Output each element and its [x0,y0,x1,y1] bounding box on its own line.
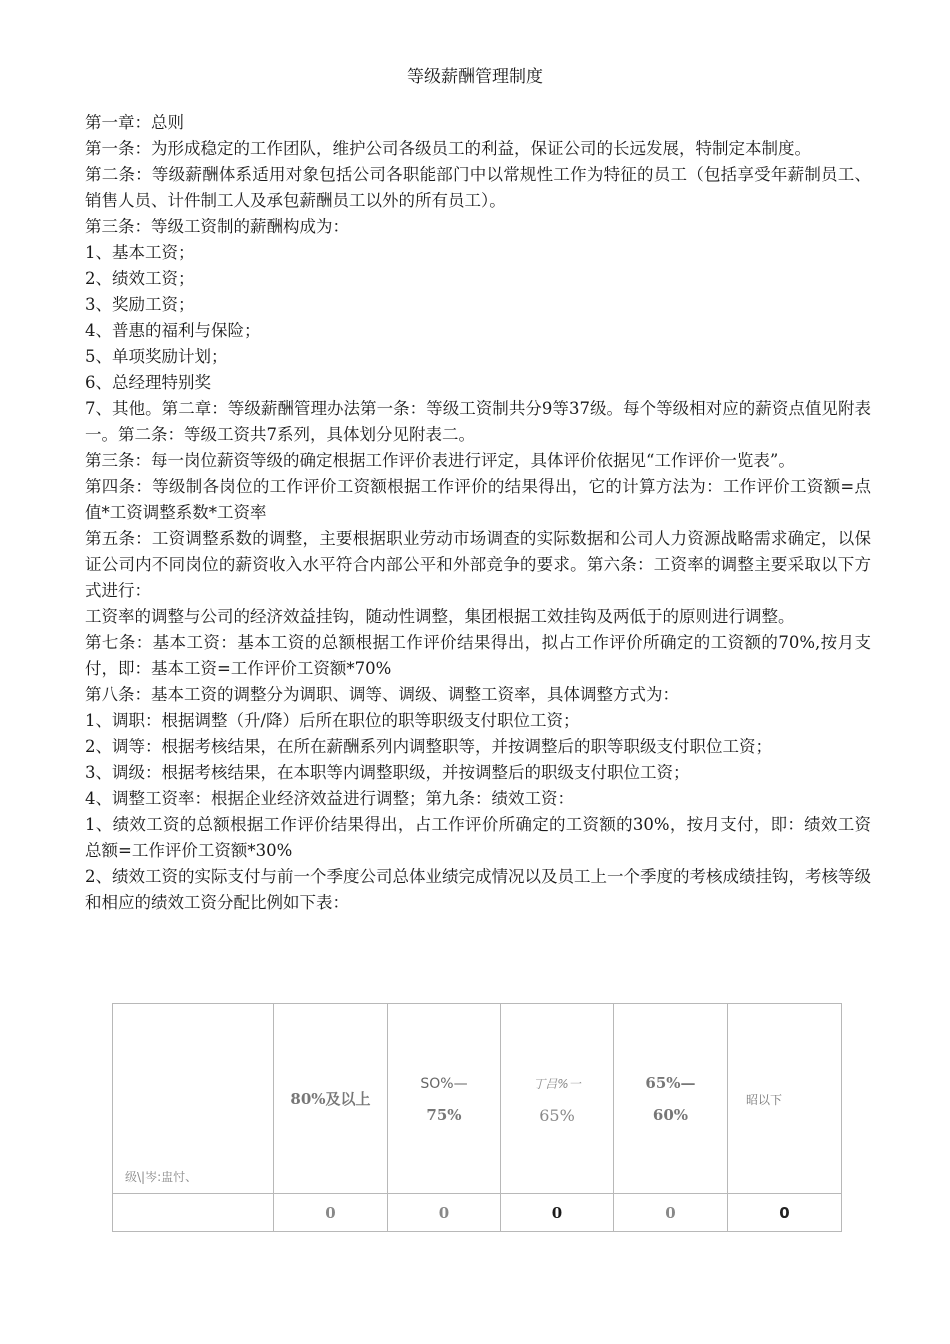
header-text: 昭以下 [746,1093,783,1107]
paragraph: 第一条：为形成稳定的工作团队，维护公司各级员工的利益，保证公司的长远发展，特制定本制度。 [85,139,811,158]
table-cell [501,1194,614,1232]
table-header-cell [501,1004,614,1194]
paragraph: 第四条：等级制各岗位的工作评价工资额根据工作评价的结果得出，它的计算方法为：工作评价工资额=点值*工资调整系数*工资率 [85,477,871,522]
cell-value: 0 [551,1204,563,1222]
paragraph: 3、调级：根据考核结果，在本职等内调整职级，并按调整后的职级支付职位工资； [85,763,690,782]
document-title: 等级薪酬管理制度 [407,67,543,87]
header-text: SO%— [420,1076,468,1092]
table-cell [728,1194,842,1232]
paragraph: 第三条：等级工资制的薪酬构成为： [85,217,349,236]
paragraph: 4、调整工资率：根据企业经济效益进行调整；第九条：绩效工资： [85,789,574,808]
document-body [85,110,871,916]
paragraph: 工资率的调整与公司的经济效益挂钩，随动性调整，集团根据工效挂钩及两低于的原则进行调整。 [85,607,795,626]
table-cell [113,1194,274,1232]
table-row [113,1194,842,1232]
paragraph: 6、总经理特别奖 [85,373,211,392]
cell-value: 0 [665,1204,676,1222]
paragraph: 第一章：总则 [85,113,184,132]
paragraph: 7、其他。第二章：等级薪酬管理办法第一条：等级工资制共分9等37级。每个等级相对应的薪资点值见附表一。第二条：等级工资共7系列，具体划分见附表二。 [85,399,871,444]
table-corner-cell [113,1004,274,1194]
header-text-line2: 60% [652,1106,689,1124]
table-header-row [113,1004,842,1194]
corner-label: 级\|岑:盅忖、 [125,1170,198,1184]
paragraph: 1、基本工资； [85,243,195,262]
table-header-cell [388,1004,501,1194]
header-text: 65%— [645,1074,696,1092]
paragraph: 第二条：等级薪酬体系适用对象包括公司各职能部门中以常规性工作为特征的员工（包括享受年薪制员工、销售人员、计件制工人及承包薪酬员工以外的所有员工）。 [85,165,871,210]
table-header-cell [274,1004,388,1194]
table-cell [388,1194,501,1232]
header-text: 丁吕%一 [533,1076,581,1091]
performance-ratio-table [112,1003,842,1232]
table-cell [614,1194,728,1232]
paragraph: 5、单项奖励计划； [85,347,228,366]
header-text: 80%及以上 [290,1090,371,1108]
table-cell [274,1194,388,1232]
paragraph: 4、普惠的福利与保险； [85,321,261,340]
header-text-line2: 75% [426,1106,462,1124]
table-header-cell [728,1004,842,1194]
header-text-line2: 65% [539,1105,575,1125]
paragraph: 第八条：基本工资的调整分为调职、调等、调级、调整工资率，具体调整方式为： [85,685,679,704]
paragraph: 第七条：基本工资：基本工资的总额根据工作评价结果得出，拟占工作评价所确定的工资额的70%,按月支付，即：基本工资=工作评价工资额*70% [85,633,871,678]
paragraph: 第三条：每一岗位薪资等级的确定根据工作评价表进行评定，具体评价依据见“工作评价一览表”。 [85,451,795,470]
paragraph: 1、调职：根据调整（升/降）后所在职位的职等职级支付职位工资； [85,711,580,730]
table-header-cell [614,1004,728,1194]
paragraph: 第五条：工资调整系数的调整，主要根据职业劳动市场调查的实际数据和公司人力资源战略需求确定，以保证公司内不同岗位的薪资收入水平符合内部公平和外部竞争的要求。第六条：工资率的调整主要采取以下方式进行： [85,529,871,600]
paragraph: 1、绩效工资的总额根据工作评价结果得出，占工作评价所确定的工资额的30%，按月支付，即：绩效工资总额=工作评价工资额*30% [85,815,871,860]
paragraph: 3、奖励工资； [85,295,195,314]
paragraph: 2、绩效工资的实际支付与前一个季度公司总体业绩完成情况以及员工上一个季度的考核成绩挂钩，考核等级和相应的绩效工资分配比例如下表： [85,867,871,912]
cell-value: 0 [779,1204,790,1222]
paragraph: 2、调等：根据考核结果，在所在薪酬系列内调整职等，并按调整后的职等职级支付职位工资； [85,737,772,756]
cell-value: 0 [438,1204,450,1222]
cell-value: 0 [325,1204,336,1222]
paragraph: 2、绩效工资； [85,269,195,288]
